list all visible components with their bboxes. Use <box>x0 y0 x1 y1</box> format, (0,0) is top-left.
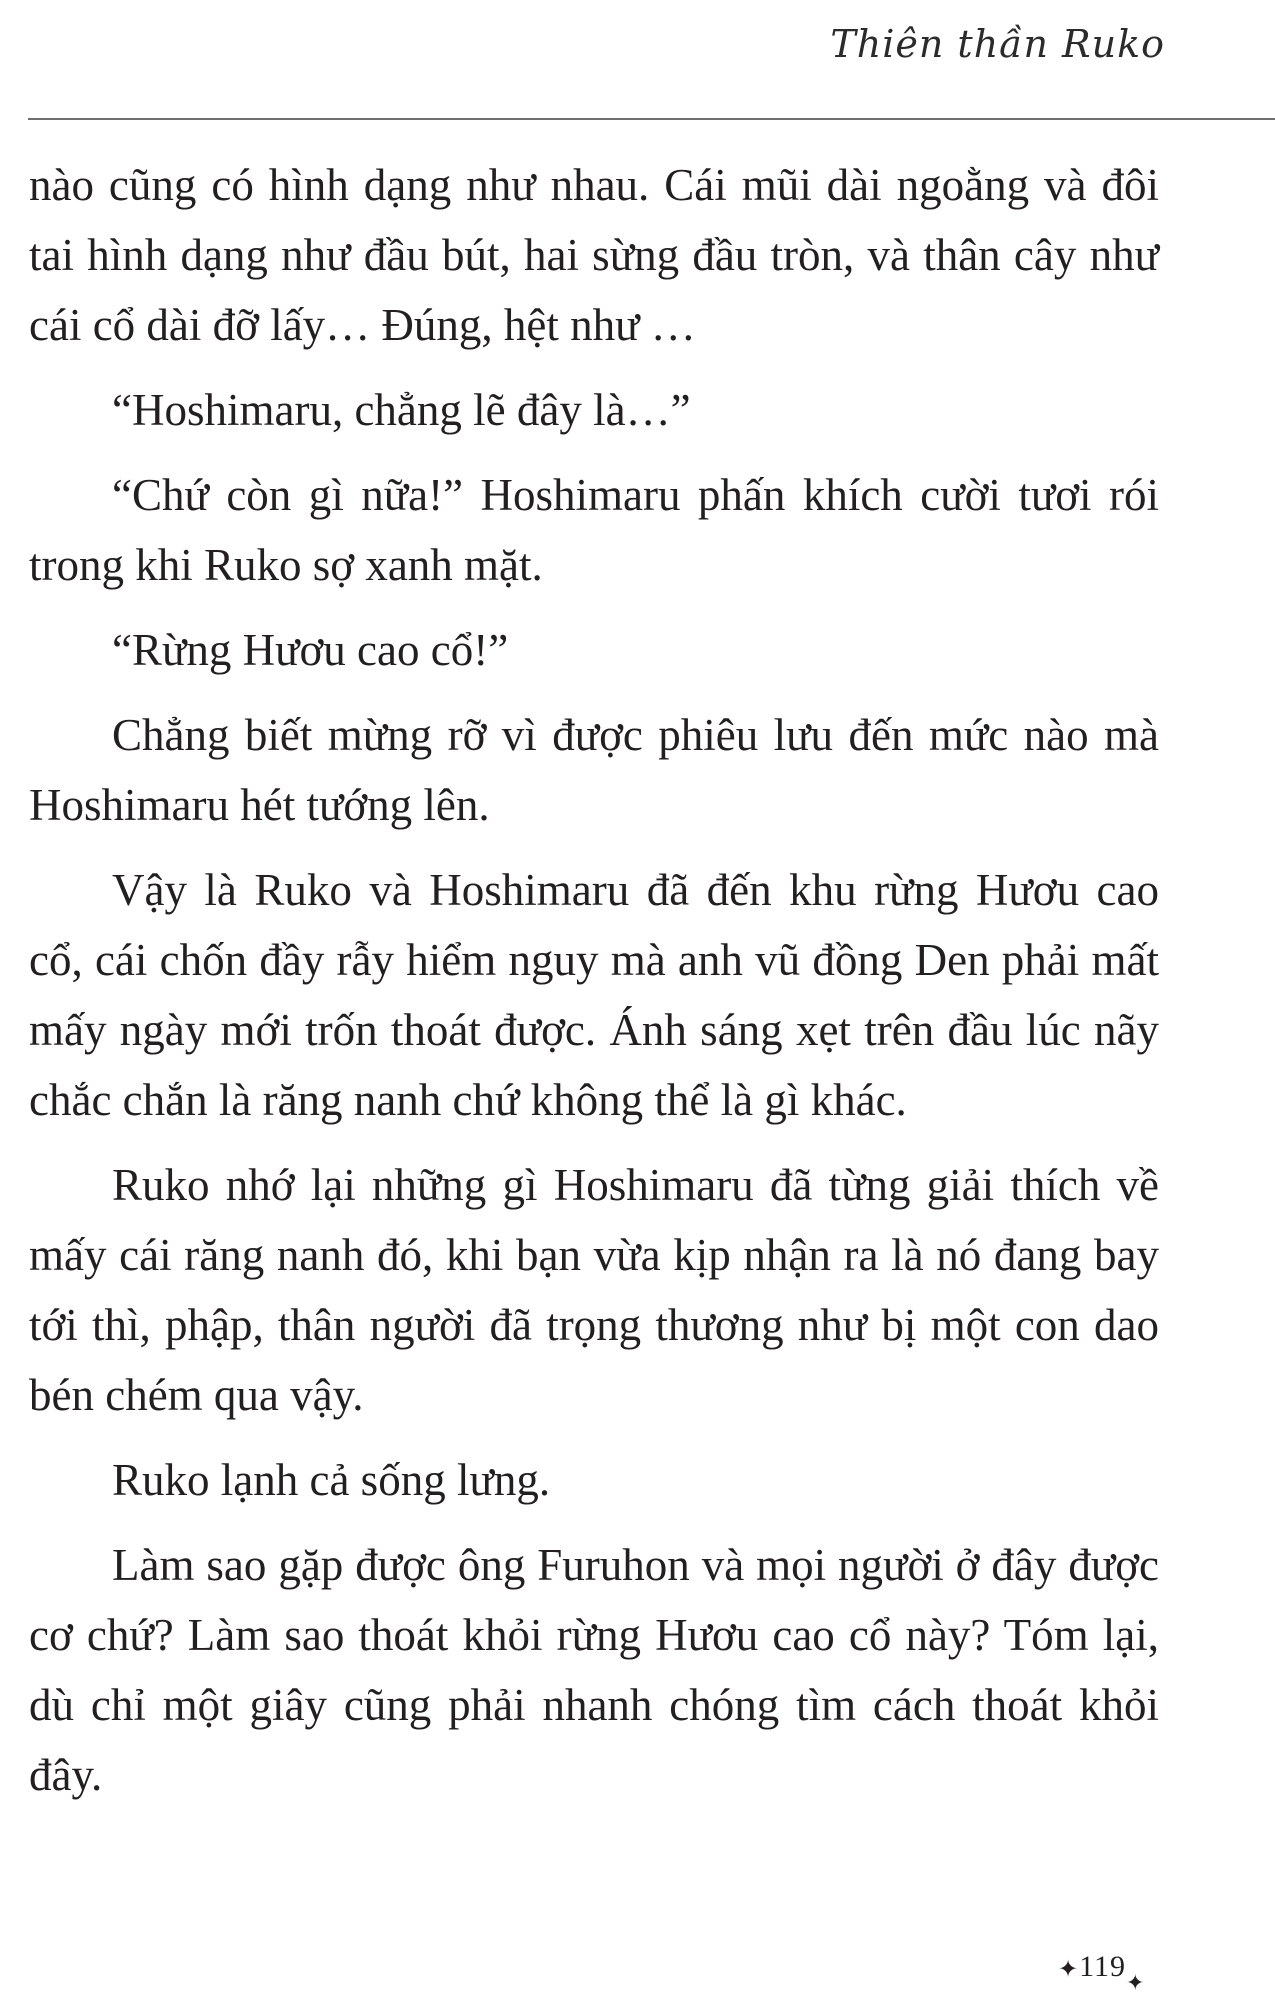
sparkle-icon: ✦ <box>1058 1955 1080 1984</box>
paragraph: Chẳng biết mừng rỡ vì được phiêu lưu đến mức nào mà Hoshimaru hét tướng lên. <box>29 710 1159 830</box>
paragraph: “Rừng Hươu cao cổ!” <box>112 625 509 675</box>
paragraph: Vậy là Ruko và Hoshimaru đã đến khu rừng Hươu cao cổ, cái chốn đầy rẫy hiểm nguy mà anh vũ đồng Den phải mất mấy ngày mới trốn thoát được. Ánh sáng xẹt trên đầu lúc nãy chắc chắn là răng nanh chứ không thể là gì khác. <box>29 865 1159 1125</box>
page-body <box>29 150 1159 1825</box>
paragraph: Làm sao gặp được ông Furuhon và mọi người ở đây được cơ chứ? Làm sao thoát khỏi rừng Hươu cao cổ này? Tóm lại, dù chỉ một giây cũng phải nhanh chóng tìm cách thoát khỏi đây. <box>29 1540 1159 1800</box>
header-divider <box>28 118 1275 120</box>
page-number-footer <box>1058 1950 1146 1996</box>
running-header-title: Thiên thần Ruko <box>830 22 1165 66</box>
paragraph-continuation: nào cũng có hình dạng như nhau. Cái mũi dài ngoằng và đôi tai hình dạng như đầu bút, hai sừng đầu tròn, và thân cây như cái cổ dài đỡ lấy… Đúng, hệt như … <box>29 160 1159 350</box>
paragraph: “Hoshimaru, chẳng lẽ đây là…” <box>112 385 691 435</box>
page-number: 119 <box>1079 1950 1126 1983</box>
paragraph: Ruko nhớ lại những gì Hoshimaru đã từng giải thích về mấy cái răng nanh đó, khi bạn vừa kịp nhận ra là nó đang bay tới thì, phập, thân người đã trọng thương như bị một con dao bén chém qua vậy. <box>29 1160 1159 1420</box>
paragraph: Ruko lạnh cả sống lưng. <box>112 1455 551 1505</box>
sparkle-icon: ✦ <box>1126 1970 1146 1996</box>
paragraph: “Chứ còn gì nữa!” Hoshimaru phấn khích cười tươi rói trong khi Ruko sợ xanh mặt. <box>29 470 1159 590</box>
